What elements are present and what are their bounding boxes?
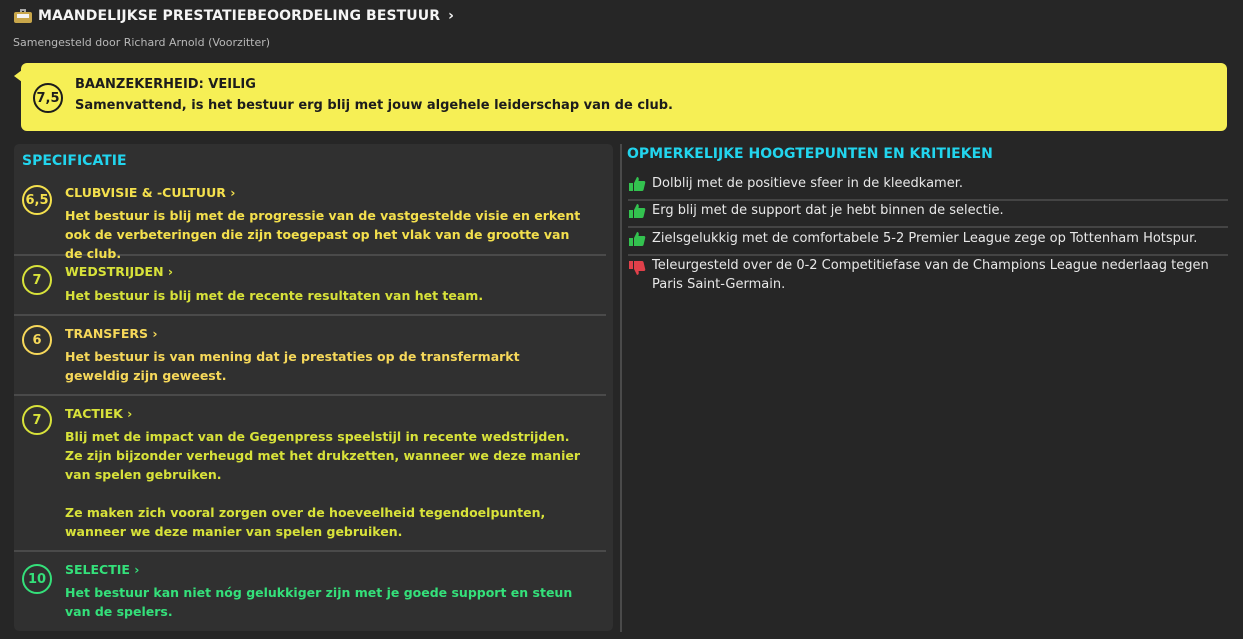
specification-panel bbox=[14, 144, 613, 631]
thumbs-up-icon bbox=[628, 231, 646, 247]
job-security-banner bbox=[21, 63, 1227, 131]
highlight-item bbox=[628, 229, 1228, 256]
overall-score-badge: 7,5 bbox=[33, 83, 63, 113]
panel-divider bbox=[620, 144, 622, 632]
specification-title: SPECIFICATIE bbox=[22, 153, 127, 169]
briefcase-icon bbox=[14, 9, 32, 23]
score-badge: 6,5 bbox=[22, 185, 52, 215]
spec-description: Het bestuur is blij met de recente resultaten van het team. bbox=[65, 288, 484, 303]
spec-label-link[interactable]: TACTIEK › bbox=[65, 406, 133, 421]
score-badge: 10 bbox=[22, 564, 52, 594]
job-security-heading: BAANZEKERHEID: VEILIG bbox=[75, 77, 256, 92]
highlight-text: Zielsgelukkig met de comfortabele 5-2 Premier League zege op Tottenham Hotspur. bbox=[652, 231, 1198, 246]
spec-description: Het bestuur is van mening dat je prestaties op de transfermarkt geweldig zijn geweest. bbox=[65, 349, 520, 383]
highlight-text: Dolblij met de positieve sfeer in de kleedkamer. bbox=[652, 176, 963, 191]
title-row[interactable] bbox=[14, 8, 454, 24]
spec-item-selectie bbox=[14, 552, 606, 628]
highlight-item bbox=[628, 174, 1228, 201]
spec-description-concern: Ze maken zich vooral zorgen over de hoeveelheid tegendoelpunten, wanneer we deze manier van spelen gebruiken. bbox=[65, 505, 546, 539]
score-badge: 7 bbox=[22, 265, 52, 295]
thumbs-up-icon bbox=[628, 203, 646, 219]
highlight-item bbox=[628, 256, 1228, 300]
spec-item-transfers bbox=[14, 316, 606, 396]
job-security-summary: Samenvattend, is het bestuur erg blij met jouw algehele leiderschap van de club. bbox=[75, 98, 673, 113]
spec-item-clubvisie bbox=[14, 178, 606, 261]
spec-item-tactiek bbox=[14, 396, 606, 552]
score-badge: 6 bbox=[22, 325, 52, 355]
score-badge: 7 bbox=[22, 405, 52, 435]
page-subtitle: Samengesteld door Richard Arnold (Voorzitter) bbox=[13, 36, 271, 49]
spec-description: Blij met de impact van de Gegenpress speelstijl in recente wedstrijden. Ze zijn bijzonder verheugd met het drukzetten, wanneer we deze manier van spelen gebruiken. bbox=[65, 429, 581, 482]
chevron-right-icon[interactable]: › bbox=[448, 8, 454, 24]
highlights-title: OPMERKELIJKE HOOGTEPUNTEN EN KRITIEKEN bbox=[627, 146, 993, 162]
spec-label-link[interactable]: TRANSFERS › bbox=[65, 326, 158, 341]
spec-description: Het bestuur is blij met de progressie van de vastgestelde visie en erkent ook de verbeteringen die zijn toegepast op het vlak van de grootte van de club. bbox=[65, 208, 581, 261]
spec-description: Het bestuur kan niet nóg gelukkiger zijn met je goede support en steun van de spelers. bbox=[65, 585, 573, 619]
highlight-item bbox=[628, 201, 1228, 228]
page-header bbox=[14, 8, 454, 49]
spec-label-link[interactable]: SELECTIE › bbox=[65, 562, 140, 577]
thumbs-up-icon bbox=[628, 176, 646, 192]
spec-label-link[interactable]: WEDSTRIJDEN › bbox=[65, 264, 174, 279]
highlight-text: Erg blij met de support dat je hebt binnen de selectie. bbox=[652, 203, 1004, 218]
highlight-text: Teleurgesteld over de 0-2 Competitiefase van de Champions League nederlaag tegen Paris Saint-Germain. bbox=[652, 258, 1209, 292]
page-title[interactable]: MAANDELIJKSE PRESTATIEBEOORDELING BESTUUR bbox=[38, 8, 441, 24]
spec-item-wedstrijden bbox=[14, 256, 606, 316]
thumbs-down-icon bbox=[628, 260, 646, 276]
spec-label-link[interactable]: CLUBVISIE & -CULTUUR › bbox=[65, 185, 236, 200]
